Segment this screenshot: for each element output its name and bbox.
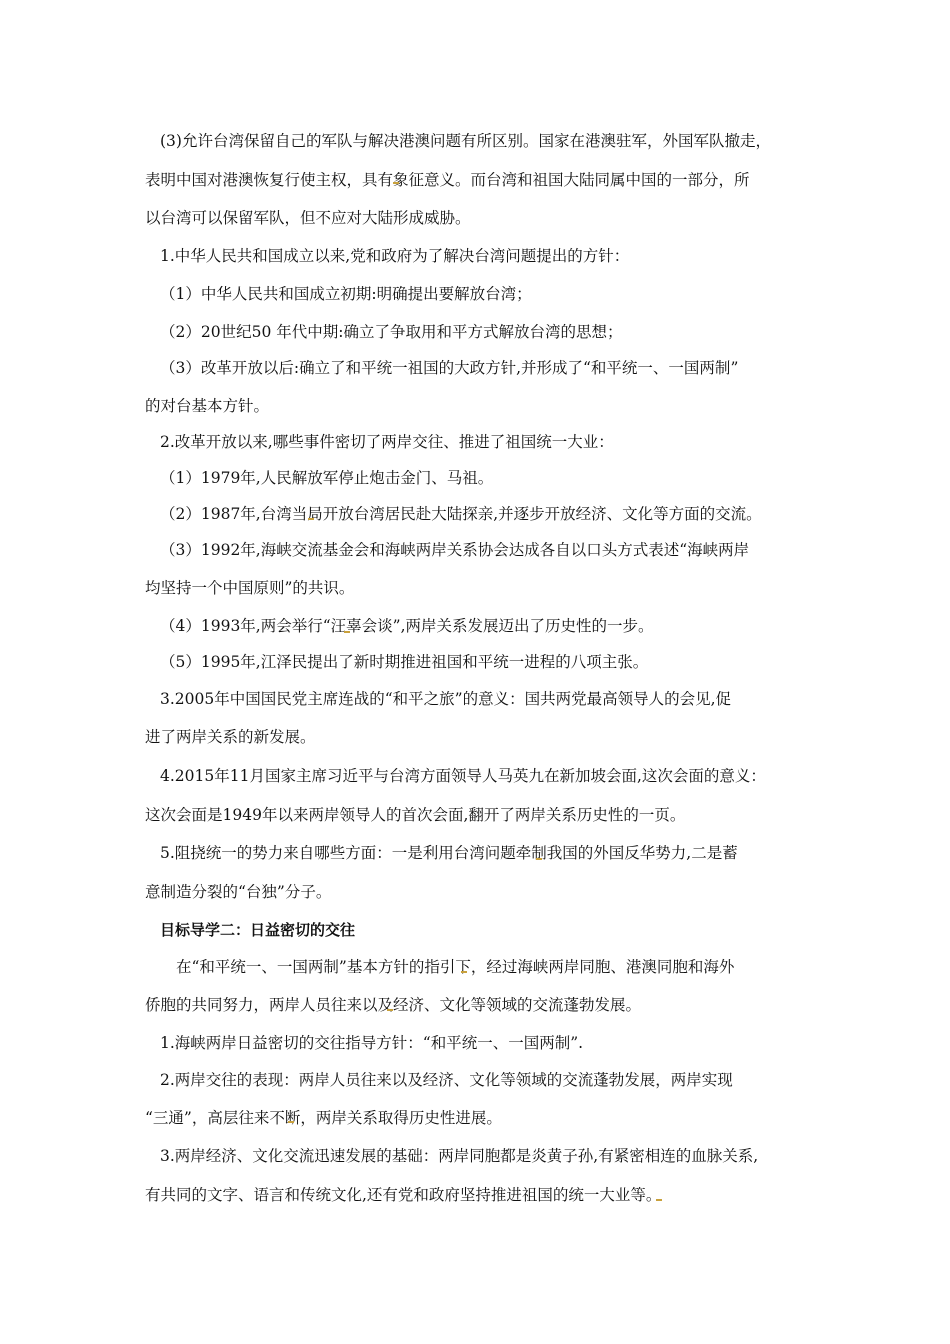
- text-line: 进了两岸关系的新发展。: [145, 728, 316, 746]
- text-line: 2.两岸交往的表现：两岸人员往来以及经济、文化等领域的交流蓬勃发展，两岸实现: [160, 1071, 733, 1089]
- text-line: 5.阻挠统一的势力来自哪些方面：一是利用台湾问题牵制我国的外国反华势力,二是蓄: [160, 844, 738, 862]
- text-line: “三通”，高层往来不断，两岸关系取得历史性进展。: [145, 1109, 502, 1127]
- text-line: 1.中华人民共和国成立以来,党和政府为了解决台湾问题提出的方针：: [160, 247, 630, 265]
- section-heading: 目标导学二：日益密切的交往: [160, 921, 356, 939]
- decorative-mark: [393, 179, 399, 184]
- text-line: 有共同的文字、语言和传统文化,还有党和政府坚持推进祖国的统一大业等。: [145, 1186, 662, 1204]
- text-line: （3）改革开放以后:确立了和平统一祖国的大政方针,并形成了“和平统一、一国两制”: [160, 359, 739, 377]
- text-line: 3.两岸经济、文化交流迅速发展的基础：两岸同胞都是炎黄子孙,有紧密相连的血脉关系,: [160, 1147, 759, 1165]
- text-line: 这次会面是1949年以来两岸领导人的首次会面,翻开了两岸关系历史性的一页。: [145, 806, 686, 824]
- text-line: 以台湾可以保留军队，但不应对大陆形成威胁。: [145, 209, 471, 227]
- text-line: 4.2015年11月国家主席习近平与台湾方面领导人马英九在新加坡会面,这次会面的意义：: [160, 767, 766, 785]
- text-line: (3)允许台湾保留自己的军队与解决港澳问题有所区别。国家在港澳驻军，外国军队撤走，: [160, 132, 771, 150]
- text-line: 表明中国对港澳恢复行使主权，具有象征意义。而台湾和祖国大陆同属中国的一部分，所: [145, 171, 750, 189]
- text-line: 侨胞的共同努力，两岸人员往来以及经济、文化等领域的交流蓬勃发展。: [145, 996, 642, 1014]
- text-line: 均坚持一个中国原则”的共识。: [145, 579, 355, 597]
- text-line: 在“和平统一、一国两制”基本方针的指引下，经过海峡两岸同胞、港澳同胞和海外: [176, 958, 735, 976]
- decorative-mark: [344, 628, 350, 633]
- text-line: （1）中华人民共和国成立初期:明确提出要解放台湾；: [160, 285, 532, 303]
- text-line: 2.改革开放以来,哪些事件密切了两岸交往、推进了祖国统一大业：: [160, 433, 614, 451]
- text-line: （2）20世纪50 年代中期:确立了争取用和平方式解放台湾的思想；: [160, 323, 623, 341]
- text-line: （3）1992年,海峡交流基金会和海峡两岸关系协会达成各自以口头方式表述“海峡两岸: [160, 541, 750, 559]
- decorative-mark: [656, 1196, 662, 1201]
- text-line: （1）1979年,人民解放军停止炮击金门、马祖。: [160, 469, 494, 487]
- text-line: （4）1993年,两会举行“汪辜会谈”,两岸关系发展迈出了历史性的一步。: [160, 617, 654, 635]
- decorative-mark: [387, 1006, 393, 1011]
- decorative-mark: [461, 968, 467, 973]
- decorative-mark: [536, 855, 542, 860]
- text-line: 的对台基本方针。: [145, 397, 270, 415]
- text-line: 意制造分裂的“台独”分子。: [145, 883, 332, 901]
- text-line: 1.海峡两岸日益密切的交往指导方针：“和平统一、一国两制”.: [160, 1034, 584, 1052]
- text-line: （2）1987年,台湾当局开放台湾居民赴大陆探亲,并逐步开放经济、文化等方面的交流。: [160, 505, 762, 523]
- decorative-mark: [308, 515, 314, 520]
- text-line: 3.2005年中国国民党主席连战的“和平之旅”的意义：国共两党最高领导人的会见,促: [160, 690, 732, 708]
- decorative-mark: [288, 1118, 294, 1123]
- text-line: （5）1995年,江泽民提出了新时期推进祖国和平统一进程的八项主张。: [160, 653, 649, 671]
